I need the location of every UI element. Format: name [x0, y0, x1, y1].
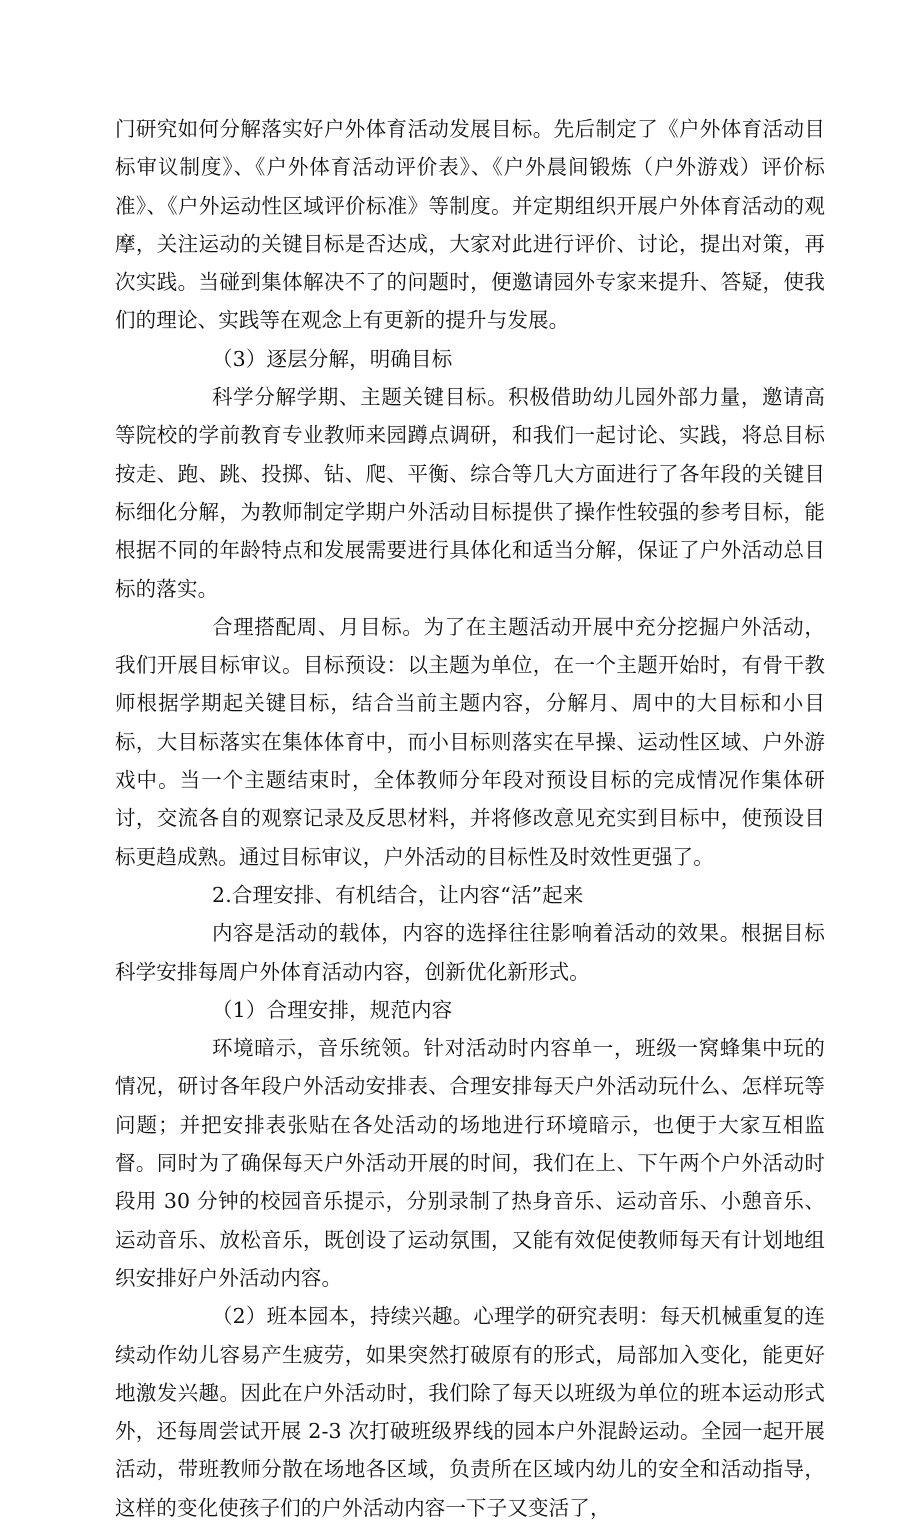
paragraph-environment-music: 环境暗示，音乐统领。针对活动时内容单一，班级一窝蜂集中玩的情况，研讨各年段户外活动安排表、合理安排每天户外活动玩什么、怎样玩等问题；并把安排表张贴在各处活动的场地进行环境暗示，也便于大家互相监督。同时为了确保每天户外活动开展的时间，我们在上、下午两个户外活动时段用 30 分钟的校园音乐提示，分别录制了热身音乐、运动音乐、小憩音乐、运动音乐、放松音乐，既创设了运动氛围，又能有效促使教师每天有计划地组织安排好户外活动内容。	[115, 1036, 825, 1290]
document-body	[115, 110, 825, 1527]
section-heading-content-arrangement: 2.合理安排、有机结合，让内容“活”起来	[212, 882, 584, 907]
paragraph-semester-key-goals: 科学分解学期、主题关键目标。积极借助幼儿园外部力量，邀请高等院校的学前教育专业教师来园蹲点调研，和我们一起讨论、实践，将总目标按走、跑、跳、投掷、钻、爬、平衡、综合等几大方面进行了各年段的关键目标细化分解，为教师制定学期户外活动目标提供了操作性较强的参考目标，能根据不同的年龄特点和发展需要进行具体化和适当分解，保证了户外活动总目标的落实。	[115, 385, 825, 601]
paragraph-content-carrier: 内容是活动的载体，内容的选择往往影响着活动的效果。根据目标科学安排每周户外体育活动内容，创新优化新形式。	[115, 921, 825, 984]
paragraph-weekly-monthly-goals: 合理搭配周、月目标。为了在主题活动开展中充分挖掘户外活动，我们开展目标审议。目标预设：以主题为单位，在一个主题开始时，有骨干教师根据学期起关键目标，结合当前主题内容，分解月、周中的大目标和小目标，大目标落实在集体体育中，而小目标则落实在早操、运动性区域、户外游戏中。当一个主题结束时，全体教师分年段对预设目标的完成情况作集体研讨，交流各自的观察记录及反思材料，并将修改意见充实到目标中，使预设目标更趋成熟。通过目标审议，户外活动的目标性及时效性更强了。	[115, 614, 825, 869]
paragraph-goal-decomposition-continued: 门研究如何分解落实好户外体育活动发展目标。先后制定了《户外体育活动目标审议制度》、《户外体育活动评价表》、《户外晨间锻炼（户外游戏）评价标准》、《户外运动性区域评价标准》等制度。并定期组织开展户外体育活动的观摩，关注运动的关键目标是否达成，大家对此进行评价、讨论，提出对策，再次实践。当碰到集体解决不了的问题时，便邀请园外专家来提升、答疑，使我们的理论、实践等在观念上有更新的提升与发展。	[115, 117, 825, 333]
subheading-reasonable-arrangement: （1）合理安排，规范内容	[212, 997, 453, 1022]
subheading-layered-decomposition: （3）逐层分解，明确目标	[212, 346, 453, 371]
paragraph-class-and-school-based: （2）班本园本，持续兴趣。心理学的研究表明：每天机械重复的连续动作幼儿容易产生疲劳，如果突然打破原有的形式，局部加入变化，能更好地激发兴趣。因此在户外活动时，我们除了每天以班级为单位的班本运动形式外，还每周尝试开展 2-3 次打破班级界线的园本户外混龄运动。全园一起开展活动，带班教师分散在场地各区域，负责所在区域内幼儿的安全和活动指导，这样的变化使孩子们的户外活动内容一下子又变活了，	[115, 1304, 825, 1520]
